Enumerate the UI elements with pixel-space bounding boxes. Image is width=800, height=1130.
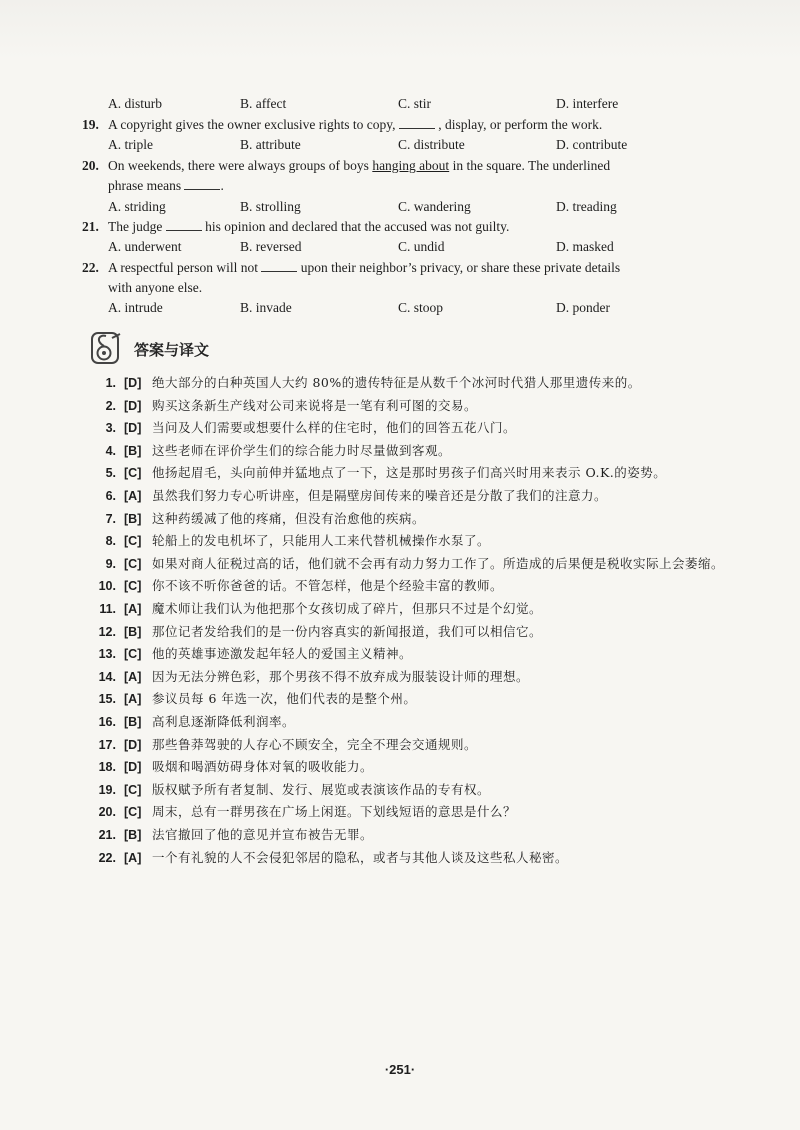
- answer-translation: 轮船上的发电机坏了，只能用人工来代替机械操作水泵了。: [152, 533, 491, 549]
- answer-key: [A]: [124, 602, 142, 616]
- answer-number: 1.: [105, 376, 116, 390]
- page-top-band: [0, 0, 800, 60]
- answer-key-icon: [90, 330, 124, 366]
- answer-row: [0, 825, 800, 845]
- question-text: [108, 258, 620, 278]
- q20-option-b: B. strolling: [240, 199, 301, 214]
- question-text-part: A respectful person will not: [108, 260, 262, 275]
- answer-number: 11.: [99, 602, 116, 616]
- q18-option-a: A. disturb: [108, 96, 162, 111]
- q21-option-a: A. underwent: [108, 239, 182, 254]
- question-text-continued: with anyone else.: [108, 280, 203, 295]
- answer-row: [0, 554, 800, 574]
- question-text-part: On weekends, there were always groups of boys: [108, 158, 373, 173]
- question-number: 22.: [82, 260, 99, 275]
- answer-row: [0, 418, 800, 438]
- question-22-line: [0, 258, 800, 278]
- q20-options-row: [0, 197, 800, 217]
- answer-translation: 你不该不听你爸爸的话。不管怎样，他是个经验丰富的教师。: [152, 578, 504, 594]
- answer-key: [B]: [124, 715, 142, 729]
- answer-number: 22.: [98, 850, 116, 865]
- q22-option-d: D. ponder: [556, 300, 610, 315]
- section-title: 答案与译文: [134, 341, 210, 359]
- answer-blank: [184, 177, 220, 190]
- q18-option-d: D. interfere: [556, 96, 619, 111]
- q19-option-b: B. attribute: [240, 137, 301, 152]
- question-number: 19.: [82, 117, 99, 132]
- answer-translation: 他的英雄事迹激发起年轻人的爱国主义精神。: [152, 646, 413, 662]
- answer-translation: 那位记者发给我们的是一份内容真实的新闻报道，我们可以相信它。: [152, 623, 543, 639]
- q19-option-a: A. triple: [108, 137, 153, 152]
- answer-translation: 购买这条新生产线对公司来说将是一笔有利可图的交易。: [152, 397, 478, 413]
- answer-key: [C]: [124, 782, 142, 797]
- answer-number: 7.: [105, 511, 116, 526]
- answer-row: [0, 509, 800, 529]
- answer-row: [0, 644, 800, 664]
- answer-key: [D]: [124, 376, 142, 390]
- answer-translation: 这些老师在评价学生们的综合能力时尽量做到客观。: [152, 442, 452, 458]
- q22-option-b: B. invade: [240, 300, 292, 315]
- question-text-part: A copyright gives the owner exclusive rights to copy,: [108, 117, 399, 132]
- question-text-part: , display, or perform the work.: [434, 117, 603, 132]
- answer-translation: 如果对商人征税过高的话，他们就不会再有动力努力工作了。所造成的后果便是税收实际上会萎缩。: [152, 555, 725, 571]
- answer-number: 21.: [98, 828, 116, 842]
- answer-translation: 一个有礼貌的人不会侵犯邻居的隐私，或者与其他人谈及这些私人秘密。: [152, 849, 569, 865]
- answer-translation: 这种药缓减了他的疼痛，但没有治愈他的疾病。: [152, 510, 426, 526]
- answer-row: [0, 373, 800, 393]
- answer-translation: 法官撤回了他的意见并宣布被告无罪。: [152, 827, 374, 842]
- answer-key: [D]: [124, 760, 142, 775]
- answer-key: [A]: [124, 850, 142, 865]
- answer-translation: 因为无法分辨色彩，那个男孩不得不放弃成为服装设计师的理想。: [152, 668, 530, 684]
- answer-row: [0, 396, 800, 416]
- answer-row: [0, 735, 800, 755]
- q21-option-d: D. masked: [556, 239, 614, 254]
- answer-row: [0, 622, 800, 642]
- answer-number: 8.: [105, 534, 116, 549]
- answer-row: [0, 780, 800, 800]
- question-20-line-2: [0, 176, 800, 196]
- answer-translation: 虽然我们努力专心听讲座，但是隔壁房间传来的噪音还是分散了我们的注意力。: [152, 488, 608, 503]
- q21-option-b: B. reversed: [240, 239, 302, 254]
- answer-translation: 版权赋予所有者复制、发行、展览或表演该作品的专有权。: [152, 781, 491, 797]
- answer-row: [0, 463, 800, 483]
- answer-row: [0, 757, 800, 777]
- question-text-part: .: [220, 178, 224, 193]
- answer-key: [C]: [124, 805, 142, 820]
- question-20-line: [0, 156, 800, 176]
- question-21-line: [0, 217, 800, 237]
- answer-number: 13.: [98, 647, 116, 662]
- q19-option-c: C. distribute: [398, 137, 465, 152]
- answer-number: 4.: [105, 443, 116, 458]
- answer-key: [A]: [124, 692, 142, 707]
- answer-key: [C]: [124, 647, 142, 662]
- answer-row: [0, 848, 800, 868]
- underlined-phrase: hanging about: [372, 158, 450, 173]
- question-text-continued: [108, 176, 224, 196]
- answer-row: [0, 441, 800, 461]
- answer-key: [D]: [124, 421, 142, 436]
- q22-option-a: A. intrude: [108, 300, 163, 315]
- answer-key: [C]: [124, 534, 142, 549]
- answer-blank: [261, 259, 297, 272]
- answer-number: 2.: [105, 398, 116, 413]
- q18-option-c: C. stir: [398, 96, 432, 111]
- answer-translation: 高利息逐渐降低利润率。: [152, 714, 296, 729]
- answer-translation: 当问及人们需要或想要什么样的住宅时，他们的回答五花八门。: [152, 420, 517, 436]
- answer-translation: 绝大部分的白种英国人大约 80%的遗传特征是从数千个冰河时代猎人那里遗传来的。: [152, 375, 641, 390]
- answer-translation: 吸烟和喝酒妨碍身体对氧的吸收能力。: [152, 759, 374, 775]
- answer-number: 16.: [98, 715, 116, 729]
- question-19-line: [0, 115, 800, 135]
- answer-number: 12.: [98, 624, 116, 639]
- q22-options-row: [0, 298, 800, 318]
- answer-row: [0, 599, 800, 619]
- answer-blank: [399, 116, 435, 129]
- answer-key: [D]: [124, 398, 142, 413]
- answer-number: 6.: [105, 489, 116, 503]
- q19-option-d: D. contribute: [556, 137, 628, 152]
- answer-row: [0, 802, 800, 822]
- question-text-part: his opinion and declared that the accused was not guilty.: [201, 219, 510, 234]
- answer-key: [C]: [124, 556, 142, 571]
- answer-translation: 周末，总有一群男孩在广场上闲逛。下划线短语的意思是什么？: [152, 804, 517, 820]
- answer-translation: 参议员每 6 年选一次，他们代表的是整个州。: [152, 691, 417, 707]
- question-number: 20.: [82, 158, 99, 173]
- answer-number: 3.: [105, 421, 116, 436]
- answer-translation: 他扬起眉毛，头向前伸并猛地点了一下，这是那时男孩子们高兴时用来表示 O.K.的姿势。: [152, 465, 667, 481]
- answer-number: 19.: [98, 782, 116, 797]
- answer-key: [B]: [124, 624, 142, 639]
- answer-key: [A]: [124, 669, 142, 684]
- answer-row: [0, 689, 800, 709]
- answer-key: [D]: [124, 737, 142, 752]
- answer-row: [0, 712, 800, 732]
- q21-option-c: C. undid: [398, 239, 445, 254]
- question-text-part: phrase means: [108, 178, 185, 193]
- question-text: [108, 156, 610, 176]
- answer-blank: [166, 218, 202, 231]
- page-number: ·251·: [384, 1062, 416, 1077]
- q20-option-c: C. wandering: [398, 199, 471, 214]
- answer-number: 5.: [105, 466, 116, 481]
- q19-options-row: [0, 135, 800, 155]
- answer-row: [0, 531, 800, 551]
- question-text: [108, 217, 509, 237]
- answer-number: 14.: [98, 669, 116, 684]
- q22-option-c: C. stoop: [398, 300, 444, 315]
- answer-key: [B]: [124, 511, 142, 526]
- answer-row: [0, 576, 800, 596]
- answer-number: 17.: [98, 737, 116, 752]
- answer-translation: 那些鲁莽驾驶的人存心不顾安全，完全不理会交通规则。: [152, 736, 478, 752]
- answer-key: [B]: [124, 443, 142, 458]
- answer-number: 15.: [98, 692, 116, 707]
- answer-translation: 魔术师让我们认为他把那个女孩切成了碎片，但那只不过是个幻觉。: [152, 601, 543, 616]
- q18-options-row: [0, 94, 800, 114]
- question-text-part: in the square. The underlined: [449, 158, 611, 173]
- question-text-part: upon their neighbor’s privacy, or share these private details: [297, 260, 621, 275]
- question-22-line-2: [0, 278, 800, 298]
- question-text-part: The judge: [108, 219, 166, 234]
- q20-option-d: D. treading: [556, 199, 617, 214]
- answer-key: [C]: [124, 579, 142, 594]
- answer-row: [0, 667, 800, 687]
- answer-number: 18.: [98, 760, 116, 775]
- answer-key: [C]: [124, 466, 142, 481]
- answer-number: 10.: [98, 579, 116, 594]
- q18-option-b: B. affect: [240, 96, 287, 111]
- answer-key: [A]: [124, 489, 142, 503]
- q21-options-row: [0, 237, 800, 257]
- answer-number: 9.: [105, 556, 116, 571]
- answer-number: 20.: [98, 805, 116, 820]
- question-text: [108, 115, 602, 135]
- answers-section-header: [90, 330, 490, 366]
- answer-key: [B]: [124, 828, 142, 842]
- answer-row: [0, 486, 800, 506]
- q20-option-a: A. striding: [108, 199, 166, 214]
- question-number: 21.: [82, 219, 99, 234]
